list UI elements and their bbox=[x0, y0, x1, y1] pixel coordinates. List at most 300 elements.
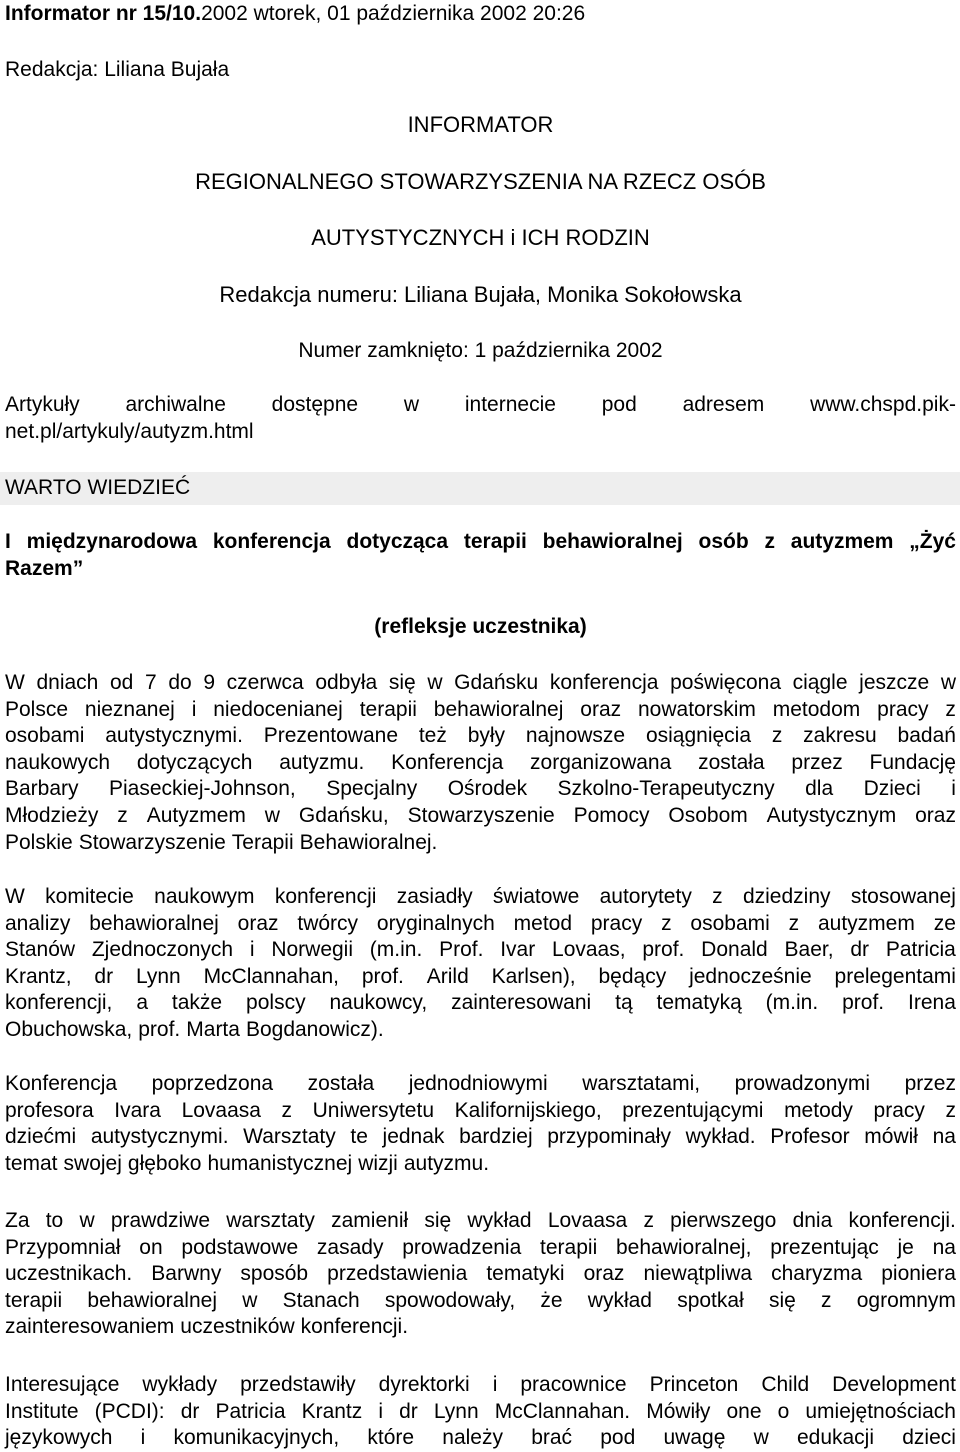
word: behawioralnej, bbox=[616, 1235, 752, 1259]
article-paragraph-2 bbox=[5, 884, 956, 1044]
word: oraz bbox=[237, 911, 279, 935]
archive-note bbox=[5, 392, 956, 445]
word: bardziej bbox=[459, 1125, 533, 1149]
word: I bbox=[5, 530, 11, 553]
paragraph-line bbox=[5, 937, 956, 964]
word: pioniera bbox=[881, 1262, 956, 1286]
word: przez bbox=[791, 750, 843, 774]
article-title-line1 bbox=[5, 529, 956, 556]
word: mówił bbox=[864, 1125, 918, 1149]
word: poprzedzona bbox=[151, 1072, 274, 1095]
word: pod bbox=[601, 393, 637, 416]
word: językowych bbox=[5, 1426, 113, 1450]
word: konferencja bbox=[549, 671, 659, 694]
word: Institute bbox=[5, 1399, 79, 1423]
word: Lovaas, bbox=[552, 938, 626, 962]
word: Mówiły bbox=[646, 1399, 711, 1423]
word: dyrektorki bbox=[378, 1373, 470, 1396]
word: z bbox=[945, 1098, 956, 1122]
masthead-editors: Redakcja numeru: Liliana Bujała, Monika Sokołowska bbox=[219, 282, 742, 307]
word: uwagę bbox=[663, 1426, 726, 1450]
word: że bbox=[540, 1288, 563, 1312]
word: autyzmu. bbox=[403, 1151, 490, 1175]
word: prof. bbox=[138, 1017, 181, 1041]
word: się bbox=[768, 1288, 796, 1312]
word: autyzmem bbox=[817, 911, 915, 935]
word: i bbox=[951, 777, 956, 801]
word: Polskie bbox=[5, 830, 73, 854]
word: Arild bbox=[426, 964, 469, 988]
paragraph-line bbox=[5, 670, 956, 697]
word: Princeton bbox=[649, 1373, 739, 1396]
word: behawioralnej bbox=[542, 530, 683, 553]
word: Behawioralnej. bbox=[299, 830, 438, 854]
word: Polsce bbox=[5, 697, 69, 721]
word: Ośrodek bbox=[447, 777, 528, 801]
word: które bbox=[367, 1426, 415, 1450]
word: Szkolno-Terapeutyczny bbox=[557, 777, 775, 801]
paragraph-line bbox=[5, 1314, 956, 1341]
word: ze bbox=[933, 911, 956, 935]
word: charyzma bbox=[771, 1262, 863, 1286]
word: należy bbox=[442, 1426, 503, 1450]
word: pracy bbox=[873, 1098, 925, 1122]
word: je bbox=[897, 1235, 914, 1259]
word: pracy bbox=[877, 697, 929, 721]
word: została bbox=[698, 750, 765, 774]
editor-credit: Redakcja: Liliana Bujała bbox=[5, 58, 230, 81]
word: światowe bbox=[492, 885, 580, 908]
paragraph-line bbox=[5, 1399, 956, 1426]
word: Development bbox=[832, 1373, 956, 1396]
word: zainteresowani bbox=[451, 991, 592, 1015]
masthead-title: INFORMATOR bbox=[407, 112, 554, 137]
word: 9 bbox=[203, 671, 216, 694]
word: w bbox=[940, 671, 956, 694]
word: Prezentowane bbox=[263, 724, 399, 748]
paragraph-line bbox=[5, 830, 956, 857]
masthead-org-line2: AUTYSTYCZNYCH i ICH RODZIN bbox=[311, 225, 650, 250]
word: Patricia bbox=[215, 1399, 286, 1423]
word: brać bbox=[531, 1426, 573, 1450]
word: przedstawienia bbox=[327, 1262, 468, 1286]
paragraph-line bbox=[5, 1151, 956, 1178]
word: także bbox=[171, 991, 223, 1015]
word: i bbox=[191, 697, 197, 721]
word: behawioralnej bbox=[87, 1288, 217, 1312]
word: konferencji. bbox=[848, 1209, 956, 1232]
archive-note-line1 bbox=[5, 392, 956, 419]
word: Baer, bbox=[784, 938, 834, 962]
paragraph-line bbox=[5, 1372, 956, 1399]
word: dr bbox=[399, 1399, 418, 1423]
word: konferencja bbox=[212, 530, 331, 553]
word: Specjalny bbox=[326, 777, 418, 801]
word: metod bbox=[513, 911, 573, 935]
word: autystycznymi. bbox=[90, 1125, 229, 1149]
word: będący bbox=[598, 964, 667, 988]
word: Zjednoczonych bbox=[91, 938, 234, 962]
word: Norwegii bbox=[271, 938, 354, 962]
word: twórcy bbox=[297, 911, 359, 935]
word: Patricia bbox=[885, 938, 956, 962]
word: o bbox=[777, 1399, 790, 1423]
word: Warsztaty bbox=[243, 1125, 336, 1149]
word: a bbox=[136, 991, 148, 1015]
word: internecie bbox=[464, 393, 556, 416]
word: Piaseckiej-Johnson, bbox=[108, 777, 296, 801]
word: z bbox=[771, 724, 783, 748]
paragraph-line bbox=[5, 1071, 956, 1098]
word: Przypomniał bbox=[5, 1235, 121, 1259]
word: wykłady bbox=[142, 1373, 218, 1396]
article-title bbox=[5, 529, 956, 582]
word: prelegentami bbox=[834, 964, 956, 988]
word: Artykuły bbox=[5, 393, 80, 416]
word: z bbox=[821, 1288, 832, 1312]
word: jednocześnie bbox=[689, 964, 812, 988]
word: z bbox=[117, 803, 128, 827]
word: behawioralnej bbox=[433, 697, 564, 721]
word: i bbox=[140, 1426, 146, 1450]
word: Karlsen), bbox=[491, 964, 576, 988]
word: od bbox=[110, 671, 134, 694]
word: głęboko bbox=[127, 1151, 202, 1175]
word: W bbox=[5, 885, 25, 908]
word: czerwca bbox=[226, 671, 304, 694]
paragraph-line bbox=[5, 697, 956, 724]
word: Irena bbox=[908, 991, 956, 1015]
word: były bbox=[467, 724, 506, 748]
word: dotycząca bbox=[346, 530, 449, 553]
word: z bbox=[281, 1098, 293, 1122]
word: dzieci bbox=[902, 1426, 956, 1450]
word: oraz bbox=[580, 697, 622, 721]
word: (PCDI): bbox=[94, 1399, 165, 1423]
word: w bbox=[427, 671, 443, 694]
word: w bbox=[403, 393, 420, 416]
word: terapii bbox=[540, 1235, 598, 1259]
word: tą bbox=[615, 991, 633, 1015]
word: dla bbox=[805, 777, 834, 801]
word: oryginalnych bbox=[376, 911, 495, 935]
word: dnia bbox=[792, 1209, 833, 1232]
word: Uniwersytetu bbox=[312, 1098, 435, 1122]
word: ogromnym bbox=[856, 1288, 956, 1312]
word: na bbox=[932, 1235, 956, 1259]
word: Lovaasa bbox=[547, 1209, 628, 1232]
paragraph-line bbox=[5, 1235, 956, 1262]
word: profesora bbox=[5, 1098, 94, 1122]
word: się bbox=[424, 1209, 452, 1232]
paragraph-line bbox=[5, 964, 956, 991]
word: prof. bbox=[361, 964, 404, 988]
word: pod bbox=[600, 1426, 636, 1450]
paragraph-line bbox=[5, 750, 956, 777]
word: Lynn bbox=[433, 1399, 479, 1423]
word: wizji bbox=[358, 1151, 398, 1175]
word: (m.in. bbox=[369, 938, 423, 962]
word: edukacji bbox=[796, 1426, 875, 1450]
word: McClannahan, bbox=[203, 964, 339, 988]
word: z bbox=[788, 911, 800, 935]
word: z bbox=[945, 697, 956, 721]
word: terapii bbox=[463, 530, 527, 553]
word: Bogdanowicz). bbox=[245, 1017, 384, 1041]
word: terapii bbox=[359, 697, 417, 721]
word: się bbox=[388, 671, 416, 694]
word: najnowsze bbox=[525, 724, 626, 748]
paragraph-line bbox=[5, 1288, 956, 1315]
word: (m.in. bbox=[765, 991, 819, 1015]
paragraph-line bbox=[5, 723, 956, 750]
word: komunikacyjnych, bbox=[173, 1426, 340, 1450]
word: poświęcona bbox=[670, 671, 781, 694]
article-paragraph-1 bbox=[5, 670, 956, 856]
word: z bbox=[643, 1209, 654, 1232]
word: Krantz bbox=[301, 1399, 363, 1423]
word: Terapii bbox=[231, 830, 294, 854]
word: przez bbox=[904, 1072, 956, 1095]
word: Osobom bbox=[668, 803, 748, 827]
word: podstawowe bbox=[181, 1235, 299, 1259]
masthead-closing-date: Numer zamknięto: 1 października 2002 bbox=[298, 339, 663, 362]
word: to bbox=[45, 1209, 64, 1232]
word: Barbary bbox=[5, 777, 79, 801]
word: osobami bbox=[690, 911, 770, 935]
word: autyzmu. bbox=[279, 750, 365, 774]
word: archiwalne bbox=[125, 393, 226, 416]
word: jednak bbox=[382, 1125, 445, 1149]
word: naukowcy, bbox=[329, 991, 428, 1015]
paragraph-line bbox=[5, 1425, 956, 1452]
word: Młodzieży bbox=[5, 803, 99, 827]
word: prezentując bbox=[770, 1235, 879, 1259]
word: prezentującymi bbox=[622, 1098, 764, 1122]
word: prawdziwe bbox=[110, 1209, 211, 1232]
word: zasady bbox=[316, 1235, 384, 1259]
word: dostępne bbox=[271, 393, 359, 416]
word: i bbox=[249, 938, 255, 962]
word: warsztatami, bbox=[582, 1072, 701, 1095]
word: wykład. bbox=[685, 1125, 756, 1149]
word: stosowanej bbox=[850, 885, 956, 908]
word: Lynn bbox=[135, 964, 181, 988]
word: niewątpliwa bbox=[643, 1262, 753, 1286]
word: przypominały bbox=[547, 1125, 671, 1149]
word: sposób bbox=[240, 1262, 309, 1286]
word: spotkał bbox=[677, 1288, 744, 1312]
word: naukowych bbox=[5, 750, 111, 774]
word: jeszcze bbox=[859, 671, 930, 694]
word: z bbox=[764, 530, 775, 553]
word: Kalifornijskiego, bbox=[454, 1098, 602, 1122]
masthead-org-line1: REGIONALNEGO STOWARZYSZENIA NA RZECZ OSÓB bbox=[195, 169, 766, 194]
word: analizy bbox=[5, 911, 71, 935]
word: konferencji, bbox=[5, 991, 113, 1015]
paragraph-line bbox=[5, 1017, 956, 1044]
word: autyzmem bbox=[790, 530, 894, 553]
word: dr bbox=[850, 938, 870, 962]
word: na bbox=[932, 1125, 956, 1149]
word: zakresu bbox=[803, 724, 877, 748]
word: Stanach bbox=[282, 1288, 360, 1312]
word: odbyła bbox=[315, 671, 378, 694]
word: Obuchowska, bbox=[5, 1017, 133, 1041]
word: Autystycznym bbox=[766, 803, 897, 827]
paragraph-line bbox=[5, 803, 956, 830]
word: dr bbox=[180, 1399, 200, 1423]
issue-date: 2002 wtorek, 01 października 2002 20:26 bbox=[201, 2, 586, 25]
word: Stowarzyszenie bbox=[407, 803, 555, 827]
word: wykład bbox=[467, 1209, 532, 1232]
word: polscy bbox=[246, 991, 306, 1015]
section-title: WARTO WIEDZIEĆ bbox=[5, 476, 191, 499]
word: Ivar bbox=[500, 938, 536, 962]
word: zorganizowana bbox=[530, 750, 672, 774]
word: uczestników bbox=[180, 1315, 295, 1339]
word: prowadzenia bbox=[402, 1235, 522, 1259]
word: spowodowały, bbox=[384, 1288, 516, 1312]
word: zasiadły bbox=[396, 885, 473, 908]
word: przedstawiły bbox=[240, 1373, 356, 1396]
paragraph-line bbox=[5, 1208, 956, 1235]
word: on bbox=[139, 1235, 163, 1259]
word: metodom bbox=[772, 697, 861, 721]
word: z bbox=[712, 885, 723, 908]
word: dr bbox=[94, 964, 114, 988]
word: Stanów bbox=[5, 938, 76, 962]
word: ciągle bbox=[792, 671, 848, 694]
word: humanistycznej bbox=[207, 1151, 353, 1175]
word: oraz bbox=[915, 803, 956, 827]
word: osobami bbox=[5, 724, 85, 748]
word: Gdańsku, bbox=[298, 803, 389, 827]
word: Profesor bbox=[770, 1125, 850, 1149]
word: warsztaty bbox=[226, 1209, 315, 1232]
word: temat bbox=[5, 1151, 58, 1175]
word: tematyki bbox=[486, 1262, 565, 1286]
word: komitecie bbox=[45, 885, 134, 908]
document-header bbox=[5, 1, 585, 28]
word: osób bbox=[698, 530, 749, 553]
word: w bbox=[79, 1209, 95, 1232]
word: Barwny bbox=[151, 1262, 222, 1286]
word: prof. bbox=[842, 991, 885, 1015]
word: konferencji bbox=[274, 885, 377, 908]
word: autystycznymi. bbox=[105, 724, 243, 748]
word: niedocenianej bbox=[213, 697, 343, 721]
word: i bbox=[378, 1399, 384, 1423]
word: Lovaasa bbox=[181, 1098, 261, 1122]
word: McClannahan. bbox=[494, 1399, 631, 1423]
word: międzynarodowa bbox=[26, 530, 198, 553]
word: metody bbox=[784, 1098, 853, 1122]
word: do bbox=[168, 671, 192, 694]
word: nowatorskim bbox=[638, 697, 756, 721]
word: Child bbox=[761, 1373, 810, 1396]
word: Ivara bbox=[114, 1098, 161, 1122]
word: umiejętnościach bbox=[805, 1399, 956, 1423]
word: swojej bbox=[63, 1151, 122, 1175]
paragraph-line bbox=[5, 1261, 956, 1288]
article-paragraph-3 bbox=[5, 1071, 956, 1177]
word: W bbox=[5, 671, 25, 694]
word: w bbox=[242, 1288, 258, 1312]
article-title-line2: Razem” bbox=[5, 556, 84, 580]
paragraph-line bbox=[5, 1124, 956, 1151]
word: osiągnięcia bbox=[645, 724, 752, 748]
word: „Żyć bbox=[909, 530, 956, 553]
article-subtitle: (refleksje uczestnika) bbox=[374, 615, 587, 638]
archive-link[interactable]: net.pl/artykuly/autyzm.html bbox=[5, 419, 254, 443]
word: Donald bbox=[701, 938, 768, 962]
word: Za bbox=[5, 1209, 30, 1232]
paragraph-line bbox=[5, 990, 956, 1017]
word: Autyzmem bbox=[146, 803, 246, 827]
word: pracy bbox=[590, 911, 643, 935]
paragraph-line bbox=[5, 884, 956, 911]
word: Krantz, bbox=[5, 964, 72, 988]
word: zamienił bbox=[331, 1209, 409, 1232]
word: 7 bbox=[145, 671, 157, 694]
word: też bbox=[418, 724, 447, 748]
paragraph-line bbox=[5, 776, 956, 803]
word: Gdańsku bbox=[454, 671, 539, 694]
paragraph-line bbox=[5, 911, 956, 938]
word: Stowarzyszenie bbox=[78, 830, 226, 854]
word: jednodniowymi bbox=[408, 1072, 548, 1095]
word: nieznanej bbox=[84, 697, 175, 721]
word: Konferencja bbox=[391, 750, 504, 774]
article-paragraph-5 bbox=[5, 1372, 956, 1452]
word: Interesujące bbox=[5, 1373, 120, 1396]
word: i bbox=[492, 1373, 498, 1396]
word: naukowym bbox=[154, 885, 255, 908]
word: tematyką bbox=[656, 991, 742, 1015]
word: Prof. bbox=[439, 938, 484, 962]
word: w bbox=[753, 1426, 769, 1450]
article-paragraph-4 bbox=[5, 1208, 956, 1341]
word: konferencji. bbox=[300, 1315, 409, 1339]
word: dziećmi bbox=[5, 1125, 77, 1149]
word: te bbox=[350, 1125, 368, 1149]
word: Marta bbox=[186, 1017, 240, 1041]
word: z bbox=[661, 911, 672, 935]
word: w bbox=[264, 803, 280, 827]
word: one bbox=[726, 1399, 762, 1423]
issue-number: Informator nr 15/10. bbox=[5, 2, 202, 25]
word: Pomocy bbox=[573, 803, 650, 827]
word: oraz bbox=[583, 1262, 625, 1286]
word: uczestnikach. bbox=[5, 1262, 133, 1286]
word: Konferencja bbox=[5, 1072, 118, 1095]
word: dotyczących bbox=[136, 750, 253, 774]
word: dziedziny bbox=[742, 885, 831, 908]
word: prof. bbox=[642, 938, 685, 962]
word: adresem bbox=[682, 393, 765, 416]
word: Fundację bbox=[869, 750, 956, 774]
word: wykład bbox=[587, 1288, 652, 1312]
word: autorytety bbox=[599, 885, 692, 908]
word: zainteresowaniem bbox=[5, 1315, 175, 1339]
paragraph-line bbox=[5, 1098, 956, 1125]
word: badań bbox=[897, 724, 956, 748]
word: www.chspd.pik- bbox=[810, 393, 956, 416]
word: została bbox=[307, 1072, 375, 1095]
word: dniach bbox=[36, 671, 99, 694]
word: pracownice bbox=[520, 1373, 627, 1396]
